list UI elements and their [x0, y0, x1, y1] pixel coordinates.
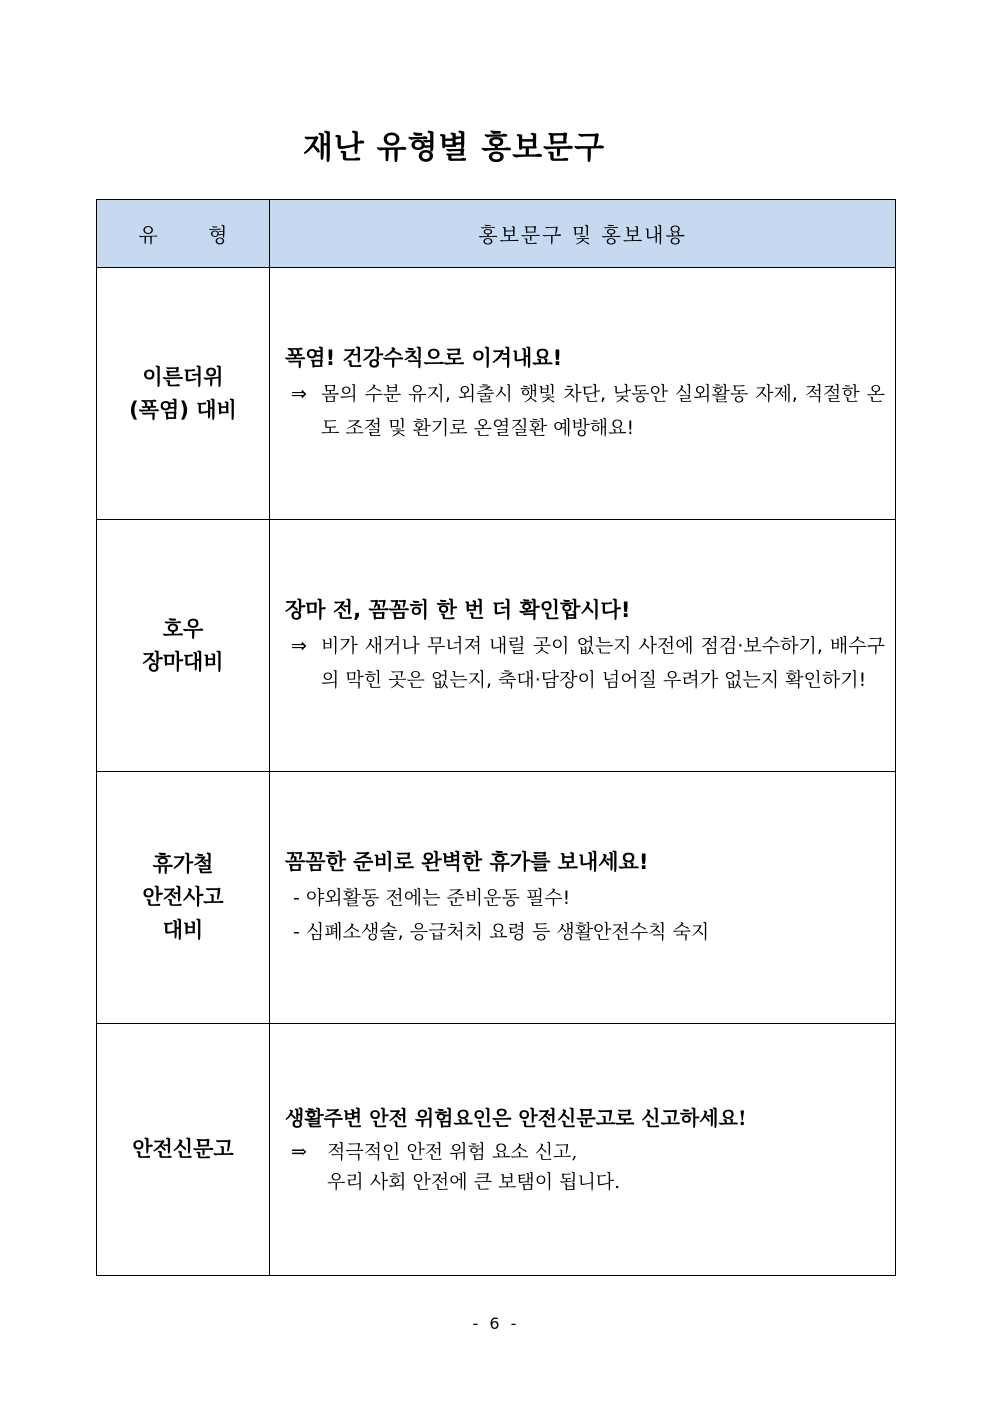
slogan: 폭염! 건강수칙으로 이겨내요! [285, 345, 563, 370]
type-cell [97, 772, 270, 1024]
arrow-icon: ⇒ [291, 382, 307, 405]
slogan: 생활주변 안전 위험요인은 안전신문고로 신고하세요! [285, 1105, 747, 1130]
table-row [97, 772, 896, 1024]
detail-text [285, 1137, 885, 1197]
type-label: 대비 [162, 918, 204, 942]
type-label: 안전신문고 [132, 1137, 234, 1161]
page-number: - 6 - [472, 1314, 520, 1333]
type-label: 이른더위 [142, 364, 224, 389]
content-cell [270, 772, 896, 1024]
type-label: 장마대비 [142, 649, 224, 674]
list-item: - 심폐소생술, 응급처치 요령 등 생활안전수칙 숙지 [293, 920, 710, 943]
detail-line: 적극적인 안전 위험 요소 신고, [327, 1140, 578, 1163]
content-cell [270, 268, 896, 520]
detail-body: 몸의 수분 유지, 외출시 햇빛 차단, 낮동안 실외활동 자제, 적절한 온도 조절 및 환기로 온열질환 예방해요! [321, 382, 885, 439]
detail-text [285, 629, 885, 697]
detail-body: 비가 새거나 무너져 내릴 곳이 없는지 사전에 점검·보수하기, 배수구의 막힌 곳은 없는지, 축대·담장이 넘어질 우려가 없는지 확인하기! [321, 634, 885, 691]
content-cell [270, 520, 896, 772]
content-cell [270, 1024, 896, 1276]
table-header-row [97, 200, 896, 268]
detail-text [285, 377, 885, 445]
table-row [97, 520, 896, 772]
table-row [97, 1024, 896, 1276]
promo-table [96, 199, 896, 1276]
slogan: 꼼꼼한 준비로 완벽한 휴가를 보내세요! [285, 849, 649, 874]
header-content: 홍보문구 및 홍보내용 [270, 200, 896, 268]
arrow-icon: ⇒ [291, 1140, 307, 1163]
detail-line: 우리 사회 안전에 큰 보탬이 됩니다. [327, 1170, 621, 1193]
type-cell [97, 520, 270, 772]
type-label: 호우 [162, 616, 204, 641]
arrow-icon: ⇒ [291, 634, 307, 657]
page-title: 재난 유형별 홍보문구 [302, 130, 606, 166]
list-item: - 야외활동 전에는 준비운동 필수! [293, 886, 571, 909]
header-type: 유 형 [97, 200, 270, 268]
type-label: 안전사고 [142, 885, 224, 909]
slogan: 장마 전, 꼼꼼히 한 번 더 확인합시다! [285, 597, 631, 622]
type-label: (폭염) 대비 [129, 397, 237, 422]
table-row [97, 268, 896, 520]
type-label: 휴가철 [152, 852, 214, 876]
type-cell [97, 268, 270, 520]
type-cell [97, 1024, 270, 1276]
